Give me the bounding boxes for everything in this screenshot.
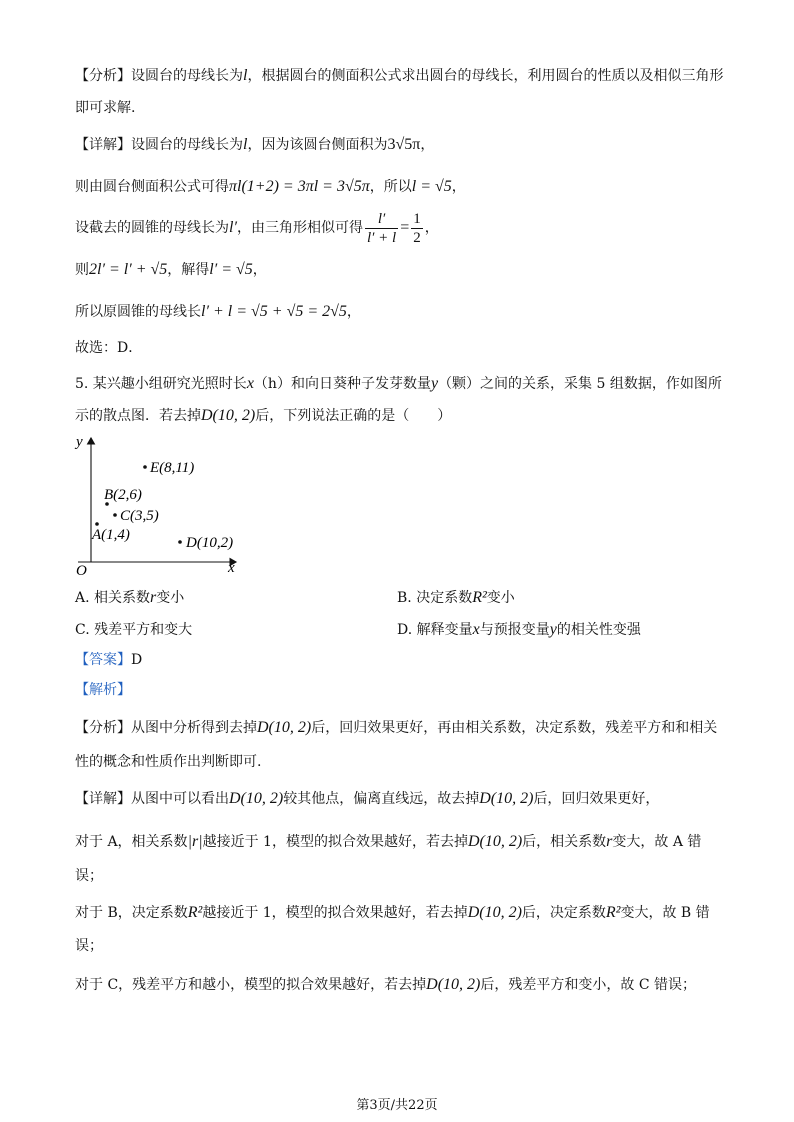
var-l: l	[243, 136, 248, 153]
text: （颗）之间的关系，采集 5 组数据，作如图所	[438, 376, 722, 392]
text: 5. 某兴趣小组研究光照时长	[75, 376, 247, 392]
text: 变大，故 B 错	[620, 905, 710, 921]
text: 性的概念和性质作出判断即可.	[75, 754, 262, 770]
text: 即可求解.	[75, 100, 136, 116]
option-d	[397, 620, 641, 640]
text: 变小	[486, 590, 515, 606]
text: 变小	[156, 590, 185, 606]
option-c	[75, 620, 192, 640]
math-expr: |r|	[187, 833, 203, 850]
q4-detail-line3	[75, 208, 439, 248]
point-d	[178, 540, 182, 544]
q4-analysis-line1	[75, 66, 723, 86]
text: 对于 B，决定系数	[75, 905, 188, 921]
detail-tag: 【详解】	[75, 137, 131, 153]
text: 则由圆台侧面积公式可得	[75, 179, 229, 195]
text: 后，残差平方和变小，故 C 错误；	[480, 977, 697, 993]
var-y: y	[549, 621, 557, 638]
text: ，由三角形相似可得	[236, 220, 363, 236]
fraction	[365, 210, 398, 247]
fraction-denominator: l′ + l	[366, 229, 397, 246]
q5-detail-b-line2	[75, 936, 103, 956]
var-l-prime: l′	[229, 219, 237, 236]
text: 从图中分析得到去掉	[131, 720, 257, 736]
text: ，	[451, 179, 466, 195]
math-expr: l′ + l = √5 + √5 = 2√5	[201, 303, 347, 320]
text: 对于 C，残差平方和越小，模型的拟合效果越好，若去掉	[75, 977, 427, 993]
text: 较其他点，偏离直线远，故去掉	[283, 791, 480, 807]
fraction-denominator: 2	[413, 229, 421, 246]
text: ，解得	[167, 262, 210, 278]
text: D. 解释变量	[397, 622, 473, 638]
text: 示的散点图．若去掉	[75, 408, 201, 424]
text: 所以原圆锥的母线长	[75, 304, 201, 320]
q4-analysis-line2	[75, 98, 135, 118]
text: 从图中可以看出	[131, 791, 229, 807]
q5-analysis-line1	[75, 718, 717, 738]
text: ，	[420, 137, 435, 153]
var-x: x	[472, 621, 480, 638]
text: 设截去的圆锥的母线长为	[75, 220, 229, 236]
point-e	[143, 465, 147, 469]
text: ，	[424, 220, 439, 236]
text: 后，决定系数	[521, 905, 606, 921]
fraction-numerator: l′	[365, 210, 398, 229]
var-l: l	[243, 67, 248, 84]
var-r-squared: R²	[605, 904, 621, 921]
answer-tag: 【答案】	[75, 652, 131, 668]
analysis-tag: 【分析】	[75, 720, 131, 736]
q5-stem-line1	[75, 374, 722, 394]
math-expr: D(10, 2)	[201, 407, 256, 424]
point-a-label: A(1,4)	[92, 527, 130, 543]
q5-detail-line1	[75, 789, 659, 809]
detail-tag: 【详解】	[75, 791, 131, 807]
scatter-plot	[68, 432, 308, 582]
option-a	[75, 588, 184, 608]
answer-value: D	[131, 652, 143, 668]
math-expr: D(10, 2)	[229, 790, 284, 807]
text: 后，回归效果更好，	[533, 791, 660, 807]
q4-choice	[75, 338, 142, 358]
text: 变大，故 A 错	[612, 834, 702, 850]
page-number: 第3页/共22页	[356, 1098, 438, 1113]
q5-detail-c-line1	[75, 975, 696, 995]
q4-detail-line2	[75, 177, 466, 197]
text: ，	[346, 304, 361, 320]
math-expr: D(10, 2)	[467, 904, 522, 921]
math-expr: D(10, 2)	[479, 790, 534, 807]
fraction	[411, 210, 423, 247]
text: 设圆台的母线长为	[131, 68, 243, 84]
answer-line	[75, 650, 142, 670]
q5-detail-a-line2	[75, 866, 103, 886]
point-c-label: C(3,5)	[120, 508, 159, 524]
text: 与预报变量	[479, 622, 550, 638]
text: 的相关性变强	[556, 622, 641, 638]
origin-label: O	[76, 563, 87, 579]
x-axis-label: x	[228, 560, 235, 576]
q5-detail-b-line1	[75, 903, 710, 923]
point-e-label: E(8,11)	[150, 460, 195, 476]
equals-sign: =	[400, 219, 410, 236]
math-expr: D(10, 2)	[426, 976, 481, 993]
point-d-label: D(10,2)	[186, 535, 234, 551]
q4-detail-line1	[75, 135, 434, 155]
text: A. 相关系数	[75, 590, 151, 606]
text: C. 残差平方和变大	[75, 622, 193, 638]
text: 后，回归效果更好，再由相关系数，决定系数，残差平方和和相关	[311, 720, 718, 736]
q5-analysis-line2	[75, 752, 261, 772]
jiexi-line	[75, 680, 131, 700]
q4-detail-line4	[75, 260, 267, 280]
math-expr: D(10, 2)	[257, 719, 312, 736]
var-y: y	[430, 375, 439, 392]
text: B. 决定系数	[397, 590, 473, 606]
jiexi-tag: 【解析】	[75, 682, 131, 698]
var-r-squared: R²	[472, 589, 487, 606]
math-expr: l = √5	[411, 178, 452, 195]
var-r-squared: R²	[187, 904, 203, 921]
analysis-tag: 【分析】	[75, 68, 131, 84]
text: 误；	[75, 868, 103, 884]
text: ，所以	[369, 179, 412, 195]
math-expr: 2l′ = l′ + √5	[89, 261, 168, 278]
option-b	[397, 588, 515, 608]
q5-detail-a-line1	[75, 832, 701, 852]
var-r: r	[606, 833, 613, 850]
text: ，因为该圆台侧面积为	[247, 137, 388, 153]
q5-stem-line2	[75, 406, 451, 426]
text: 越接近于 1，模型的拟合效果越好，若去掉	[202, 834, 468, 850]
fraction-numerator: 1	[413, 210, 421, 227]
q4-detail-line5	[75, 302, 361, 322]
math-expr: D(10, 2)	[467, 833, 523, 850]
text: 误；	[75, 938, 103, 954]
text: 对于 A，相关系数	[75, 834, 188, 850]
var-r: r	[150, 589, 157, 606]
text: ，	[252, 262, 267, 278]
point-b-label: B(2,6)	[104, 487, 142, 503]
math-expr: l′ = √5	[209, 261, 253, 278]
text: （h）和向日葵种子发芽数量	[253, 376, 431, 392]
y-axis-label: y	[76, 434, 83, 450]
math-expr: 3√5π	[387, 136, 421, 153]
text: 设圆台的母线长为	[131, 137, 243, 153]
point-a	[95, 522, 99, 526]
math-expr: πl(1+2) = 3πl = 3√5π	[229, 178, 370, 195]
text: 后，相关系数	[522, 834, 607, 850]
text: ，根据圆台的侧面积公式求出圆台的母线长，利用圆台的性质以及相似三角形	[247, 68, 724, 84]
text: 越接近于 1，模型的拟合效果越好，若去掉	[202, 905, 468, 921]
text: 后，下列说法正确的是（ ）	[255, 408, 452, 424]
text: 故选：D．	[75, 340, 143, 356]
text: 则	[75, 262, 89, 278]
var-x: x	[246, 375, 254, 392]
point-c	[113, 513, 117, 517]
